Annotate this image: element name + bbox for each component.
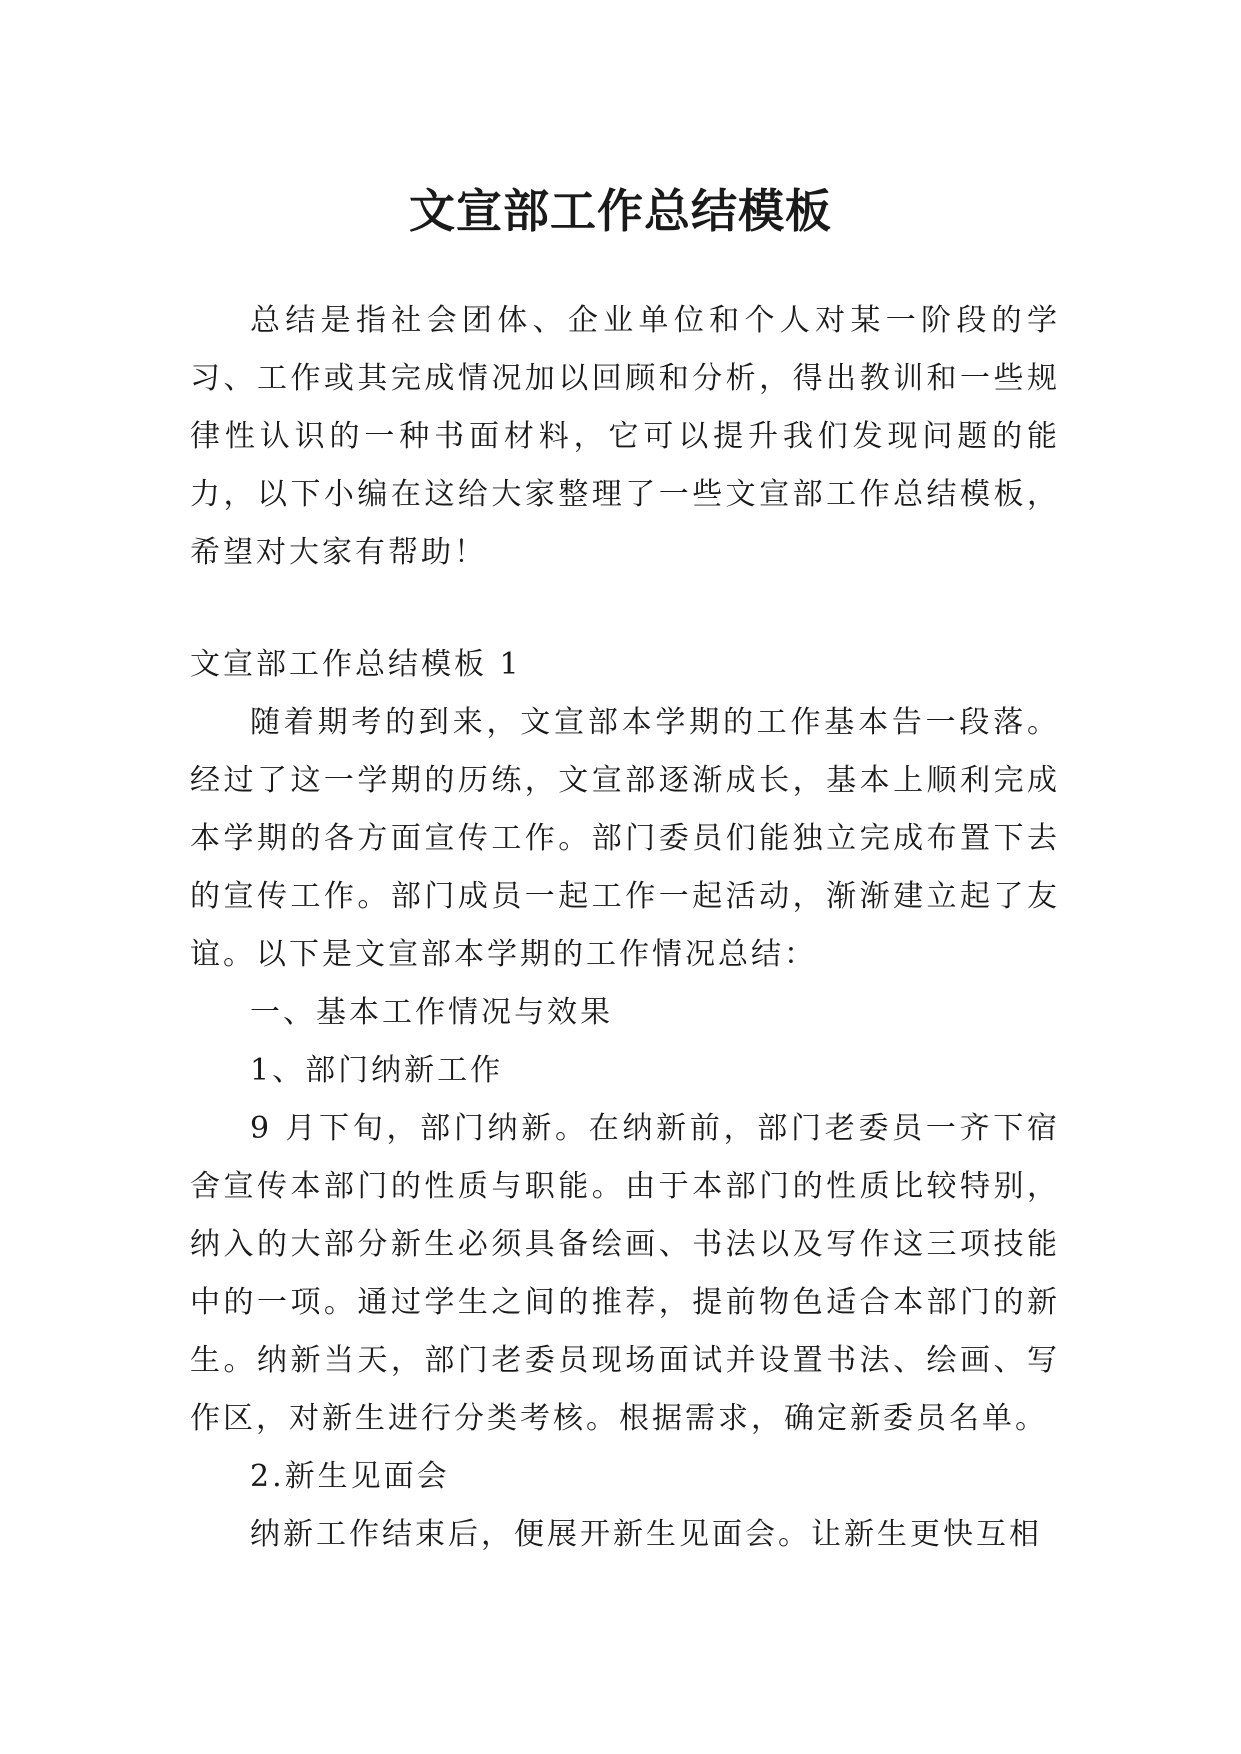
intro-block	[190, 292, 1060, 582]
subheading-recruitment: 1、部门纳新工作	[250, 1053, 504, 1088]
section-paragraph: 9 月下旬，部门纳新。在纳新前，部门老委员一齐下宿舍宣传本部门的性质与职能。由于本部门的性质比较特别，纳入的大部分新生必须具备绘画、书法以及写作这三项技能中的一项。通过学生之间的推荐，提前物色适合本部门的新生。纳新当天，部门老委员现场面试并设置书法、绘画、写作区，对新生进行分类考核。根据需求，确定新委员名单。	[190, 1111, 1060, 1436]
document-title: 文宣部工作总结模板	[409, 183, 832, 238]
section-heading: 文宣部工作总结模板 1	[190, 647, 522, 682]
section-paragraph: 纳新工作结束后，便展开新生见面会。让新生更快互相	[250, 1517, 1042, 1552]
subheading-freshman-meeting: 2.新生见面会	[250, 1459, 450, 1494]
subheading-basic-work: 一、基本工作情况与效果	[250, 995, 613, 1030]
section-paragraph: 随着期考的到来，文宣部本学期的工作基本告一段落。经过了这一学期的历练，文宣部逐渐成长，基本上顺利完成本学期的各方面宣传工作。部门委员们能独立完成布置下去的宣传工作。部门成员一起工作一起活动，渐渐建立起了友谊。以下是文宣部本学期的工作情况总结：	[190, 705, 1060, 972]
section-1	[190, 636, 1060, 1564]
intro-paragraph: 总结是指社会团体、企业单位和个人对某一阶段的学习、工作或其完成情况加以回顾和分析，得出教训和一些规律性认识的一种书面材料，它可以提升我们发现问题的能力，以下小编在这给大家整理了一些文宣部工作总结模板，希望对大家有帮助！	[190, 303, 1060, 570]
